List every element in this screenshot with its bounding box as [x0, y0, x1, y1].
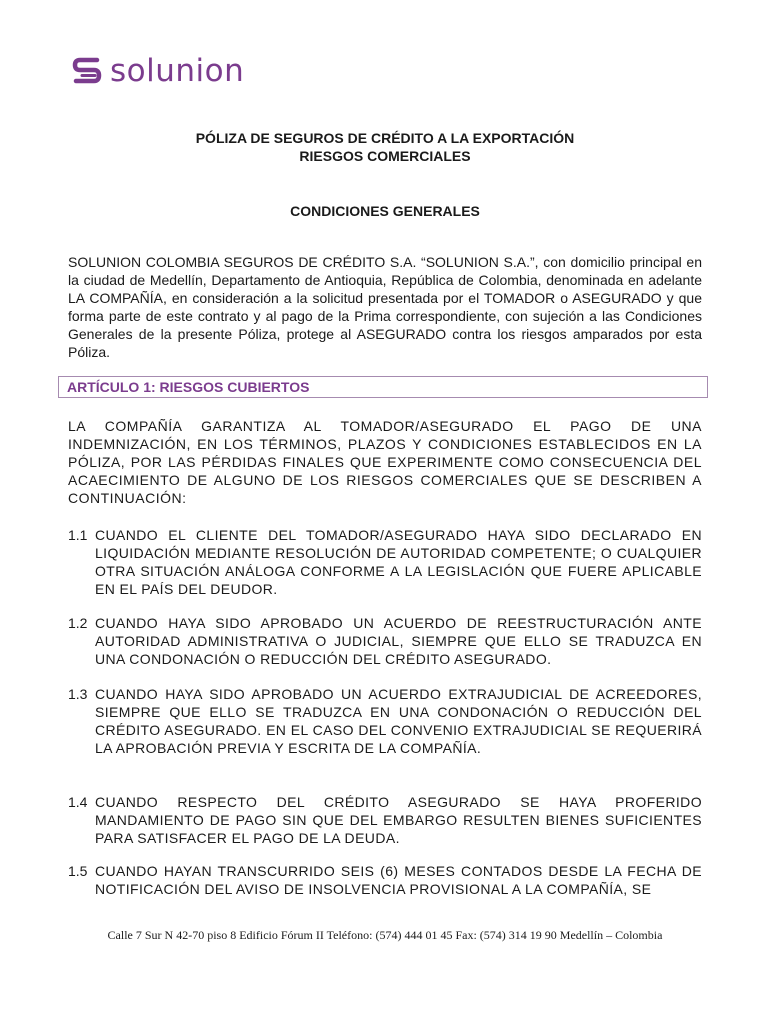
logo-text: solunion	[110, 53, 245, 89]
item-number: 1.5	[68, 863, 88, 879]
article-heading-box	[58, 376, 708, 398]
list-item	[68, 614, 702, 668]
list-item	[68, 793, 702, 847]
list-item	[68, 862, 702, 898]
list-item	[68, 526, 702, 598]
item-number: 1.2	[68, 615, 88, 631]
item-number: 1.3	[68, 686, 88, 702]
policy-title: PÓLIZA DE SEGUROS DE CRÉDITO A LA EXPORTACIÓN	[195, 130, 575, 146]
policy-subtitle: RIESGOS COMERCIALES	[299, 148, 471, 164]
item-text: CUANDO HAYAN TRANSCURRIDO SEIS (6) MESES CONTADOS DESDE LA FECHA DE NOTIFICACIÓN DEL AVISO DE INSOLVENCIA PROVISIONAL A LA COMPAÑÍA, SE	[95, 863, 702, 897]
item-number: 1.1	[68, 527, 88, 543]
article-lead-paragraph: LA COMPAÑÍA GARANTIZA AL TOMADOR/ASEGURADO EL PAGO DE UNA INDEMNIZACIÓN, EN LOS TÉRMINOS, PLAZOS Y CONDICIONES ESTABLECIDOS EN LA PÓLIZA, POR LAS PÉRDIDAS FINALES QUE EXPERIMENTE COMO CONSECUENCIA DEL ACAECIMIENTO DE ALGUNO DE LOS RIESGOS COMERCIALES QUE SE DESCRIBEN A CONTINUACIÓN:	[68, 418, 702, 506]
item-text: CUANDO RESPECTO DEL CRÉDITO ASEGURADO SE HAYA PROFERIDO MANDAMIENTO DE PAGO SIN QUE DEL EMBARGO RESULTEN BIENES SUFICIENTES PARA SATISFACER EL PAGO DE LA DEUDA.	[95, 794, 702, 846]
item-text: CUANDO HAYA SIDO APROBADO UN ACUERDO EXTRAJUDICIAL DE ACREEDORES, SIEMPRE QUE ELLO SE TRADUZCA EN UNA CONDONACIÓN O REDUCCIÓN DEL CRÉDITO ASEGURADO. EN EL CASO DEL CONVENIO EXTRAJUDICIAL SE REQUERIRÁ LA APROBACIÓN PREVIA Y ESCRITA DE LA COMPAÑÍA.	[95, 686, 702, 756]
company-logo	[70, 50, 244, 92]
article-title: ARTÍCULO 1: RIESGOS CUBIERTOS	[67, 379, 310, 395]
list-item	[68, 685, 702, 757]
item-text: CUANDO EL CLIENTE DEL TOMADOR/ASEGURADO HAYA SIDO DECLARADO EN LIQUIDACIÓN MEDIANTE RESOLUCIÓN DE AUTORIDAD COMPETENTE; O CUALQUIER OTRA SITUACIÓN ANÁLOGA CONFORME A LA LEGISLACIÓN QUE FUERE APLICABLE EN EL PAÍS DEL DEUDOR.	[95, 527, 702, 597]
solunion-s-icon	[70, 54, 104, 88]
conditions-heading: CONDICIONES GENERALES	[290, 203, 480, 219]
footer-address: Calle 7 Sur N 42-70 piso 8 Edificio Fórum II Teléfono: (574) 444 01 45 Fax: (574) 314 19 90 Medellín – Colombia	[107, 928, 663, 942]
item-text: CUANDO HAYA SIDO APROBADO UN ACUERDO DE REESTRUCTURACIÓN ANTE AUTORIDAD ADMINISTRATIVA O JUDICIAL, SIEMPRE QUE ELLO SE TRADUZCA EN UNA CONDONACIÓN O REDUCCIÓN DEL CRÉDITO ASEGURADO.	[95, 615, 702, 667]
item-number: 1.4	[68, 794, 88, 810]
intro-paragraph: SOLUNION COLOMBIA SEGUROS DE CRÉDITO S.A. “SOLUNION S.A.”, con domicilio principal en la ciudad de Medellín, Departamento de Antioquia, República de Colombia, denominada en adelante LA COMPAÑÍA, en consideración a la solicitud presentada por el TOMADOR o ASEGURADO y que forma parte de este contrato y al pago de la Prima correspondiente, con sujeción a las Condiciones Generales de la presente Póliza, protege al ASEGURADO contra los riesgos amparados por esta Póliza.	[68, 254, 702, 360]
